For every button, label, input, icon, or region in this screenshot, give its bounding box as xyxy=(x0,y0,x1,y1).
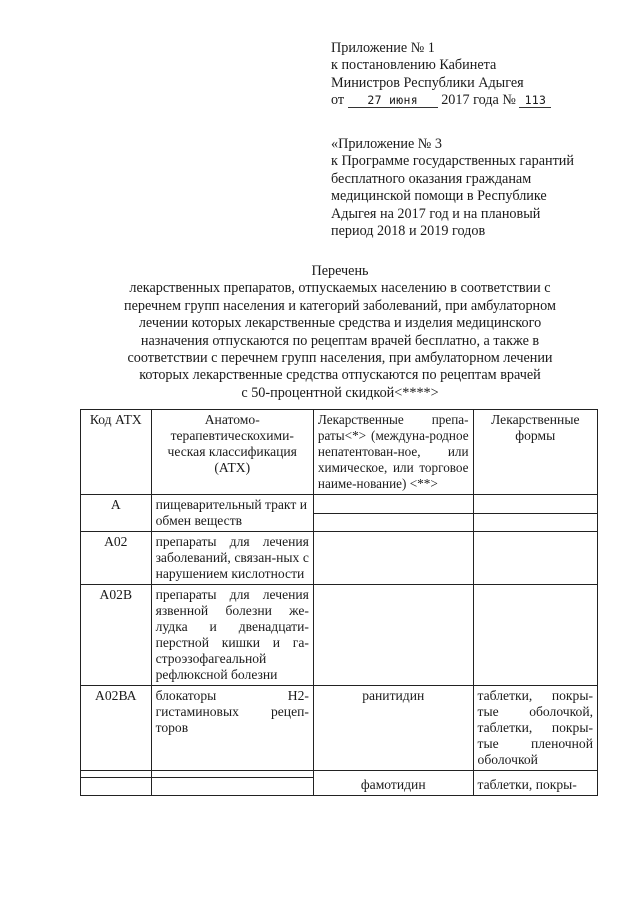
cell-code-split xyxy=(81,771,152,796)
cell-form xyxy=(473,532,597,585)
program-line-5: Адыгея на 2017 год и на плановый xyxy=(331,205,541,222)
title-line-2: лекарственных препаратов, отпускаемых населению в соответствии с xyxy=(129,280,551,297)
annex-header xyxy=(331,40,593,110)
cell-form-empty xyxy=(473,514,597,532)
cell-class: пищеварительный тракт и обмен веществ xyxy=(151,495,313,532)
atx-table xyxy=(80,409,598,796)
handwritten-number: 113 xyxy=(519,94,551,108)
cell-class-split xyxy=(151,771,313,796)
header-code: Код АТХ xyxy=(81,410,152,495)
annex-line-2: к постановлению Кабинета xyxy=(331,57,497,74)
cell-class: препараты для лечения заболеваний, связан-ных с нарушением кислотности xyxy=(151,532,313,585)
title-line-7: которых лекарственные средства отпускаются по рецептам врачей xyxy=(139,367,541,384)
cell-drug xyxy=(313,585,473,686)
table-row xyxy=(81,532,598,585)
cell-class: препараты для лечения язвенной болезни же-лудка и двенадцати-перстной кишки и га-строэзофагеальной рефлюксной болезни xyxy=(151,585,313,686)
cell-drug-empty xyxy=(313,514,473,532)
cell-code: А02 xyxy=(81,532,152,585)
annex-line-3: Министров Республики Адыгея xyxy=(331,74,524,91)
cell-drug xyxy=(313,495,473,514)
cell-class: блокаторы Н2-гистаминовых рецеп-торов xyxy=(151,686,313,771)
table-row xyxy=(81,495,598,514)
handwritten-date: 27 июня xyxy=(348,94,438,108)
cell-form xyxy=(473,585,597,686)
table-row xyxy=(81,771,598,796)
cell-code: А xyxy=(81,495,152,532)
program-line-4: медицинской помощи в Республике xyxy=(331,188,547,205)
program-line-1: «Приложение № 3 xyxy=(331,136,442,152)
title-line-3: перечнем групп населения и категорий заболеваний, при амбулаторном xyxy=(124,297,556,314)
table-row xyxy=(81,585,598,686)
cell-code: А02ВА xyxy=(81,686,152,771)
cell-form: таблетки, покры-тые оболочкой, таблетки, покры-тые пленочной оболочкой xyxy=(473,686,597,771)
title-line-5: назначения отпускаются по рецептам врачей бесплатно, а также в xyxy=(140,332,540,349)
title-line-6: соответствии с перечнем групп населения, при амбулаторном лечении xyxy=(127,350,553,367)
table-row xyxy=(81,686,598,771)
cell-drug xyxy=(313,532,473,585)
cell-form xyxy=(473,495,597,514)
date-prefix: от xyxy=(331,92,345,109)
header-forms: Лекарственные формы xyxy=(473,410,597,495)
document-title xyxy=(88,263,592,402)
program-line-3: бесплатного оказания гражданам xyxy=(331,170,532,187)
title-line-1: Перечень xyxy=(311,263,369,279)
annex-line-1: Приложение № 1 xyxy=(331,40,435,56)
cell-code: А02В xyxy=(81,585,152,686)
cell-drug: фамотидин xyxy=(313,771,473,796)
header-classification: Анатомо-терапевтическохими-ческая классификация (АТХ) xyxy=(151,410,313,495)
program-line-2: к Программе государственных гарантий xyxy=(331,153,574,170)
table-header-row xyxy=(81,410,598,495)
title-line-4: лечении которых лекарственные средства и изделия медицинского xyxy=(138,315,542,332)
cell-form: таблетки, покры- xyxy=(473,771,597,796)
cell-drug: ранитидин xyxy=(313,686,473,771)
annex-date-line xyxy=(331,92,593,109)
program-line-6: период 2018 и 2019 годов xyxy=(331,223,486,240)
date-suffix: 2017 года № xyxy=(441,92,516,109)
program-annex xyxy=(331,136,593,240)
header-drugs: Лекарственные препа-раты<*> (междуна-родное непатентован-ное, или химическое, или торговое наиме-нование) <**> xyxy=(313,410,473,495)
title-line-8: с 50-процентной скидкой<****> xyxy=(241,384,439,401)
